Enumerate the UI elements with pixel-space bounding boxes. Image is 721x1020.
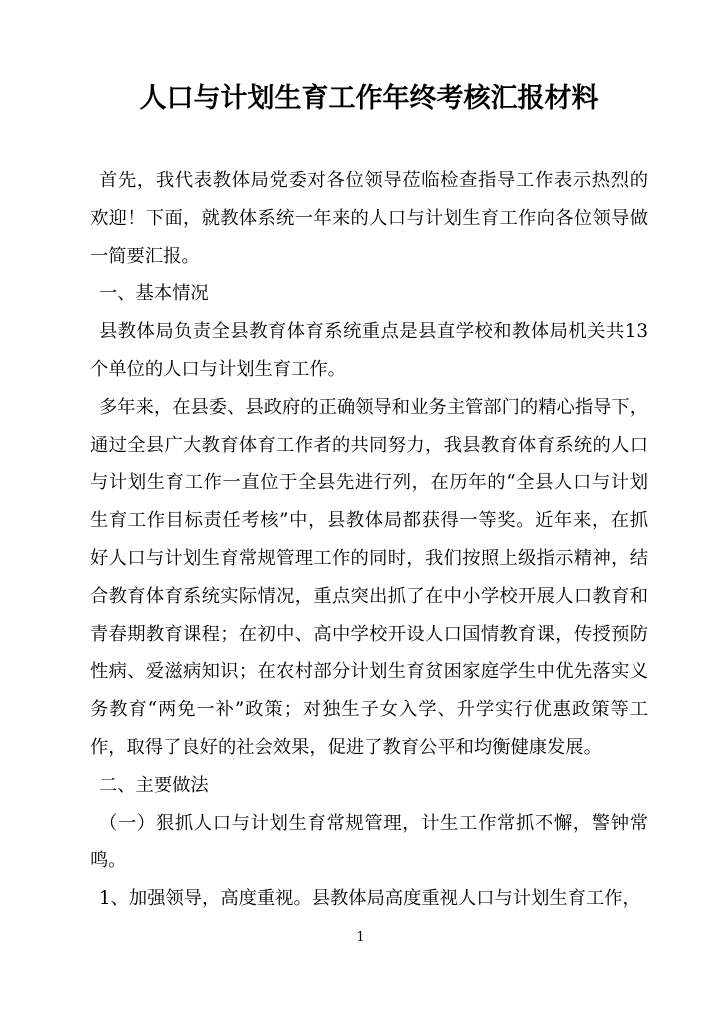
text-line: 首先，我代表教体局党委对各位领导莅临检查指导工作表示热烈的 [99, 170, 648, 191]
text-line: 青春期教育课程；在初中、高中学校开设人口国情教育课，传授预防 [90, 623, 648, 645]
page-footer [0, 928, 721, 948]
text-line: 性病、爱滋病知识；在农村部分计划生育贫困家庭学生中优先落实义 [90, 661, 648, 683]
paragraph [90, 880, 648, 918]
text-line: 二、主要做法 [99, 774, 209, 796]
text-line: 县教体局负责全县教育体育系统重点是县直学校和教体局机关共13 [99, 321, 648, 343]
paragraph [90, 389, 648, 767]
document-title: 人口与计划生育工作年终考核汇报材料 [139, 83, 599, 114]
text-line: 一、基本情况 [99, 283, 209, 305]
text-line: 个单位的人口与计划生育工作。 [90, 358, 346, 380]
paragraph [90, 162, 648, 275]
section-heading [90, 275, 648, 313]
text-line: 1、加强领导，高度重视。县教体局高度重视人口与计划生育工作， [99, 888, 641, 910]
text-line: 生育工作目标责任考核”中，县教体局都获得一等奖。近年来，在抓 [90, 510, 648, 532]
page-number: 1 [356, 930, 365, 945]
text-line: 多年来，在县委、县政府的正确领导和业务主管部门的精心指导下， [99, 396, 648, 418]
text-line: 作，取得了良好的社会效果，促进了教育公平和均衡健康发展。 [90, 736, 602, 758]
text-line: （一）狠抓人口与计划生育常规管理，计生工作常抓不懈，警钟常 [99, 812, 648, 834]
text-line: 鸣。 [90, 850, 127, 872]
text-line: 好人口与计划生育常规管理工作的同时，我们按照上级指示精神，结 [90, 547, 648, 569]
paragraph [90, 805, 648, 881]
text-line: 欢迎！下面，就教体系统一年来的人口与计划生育工作向各位领导做 [90, 207, 648, 229]
text-line: 务教育“两免一补”政策；对独生子女入学、升学实行优惠政策等工 [90, 699, 648, 721]
text-line: 通过全县广大教育体育工作者的共同努力，我县教育体育系统的人口 [90, 434, 648, 456]
text-line: 与计划生育工作一直位于全县先进行列，在历年的“全县人口与计划 [90, 472, 648, 494]
text-line: 一简要汇报。 [90, 245, 200, 267]
document-body [90, 162, 648, 918]
paragraph [90, 313, 648, 389]
text-line: 合教育体育系统实际情况，重点突出抓了在中小学校开展人口教育和 [90, 585, 648, 607]
section-heading [90, 767, 648, 805]
